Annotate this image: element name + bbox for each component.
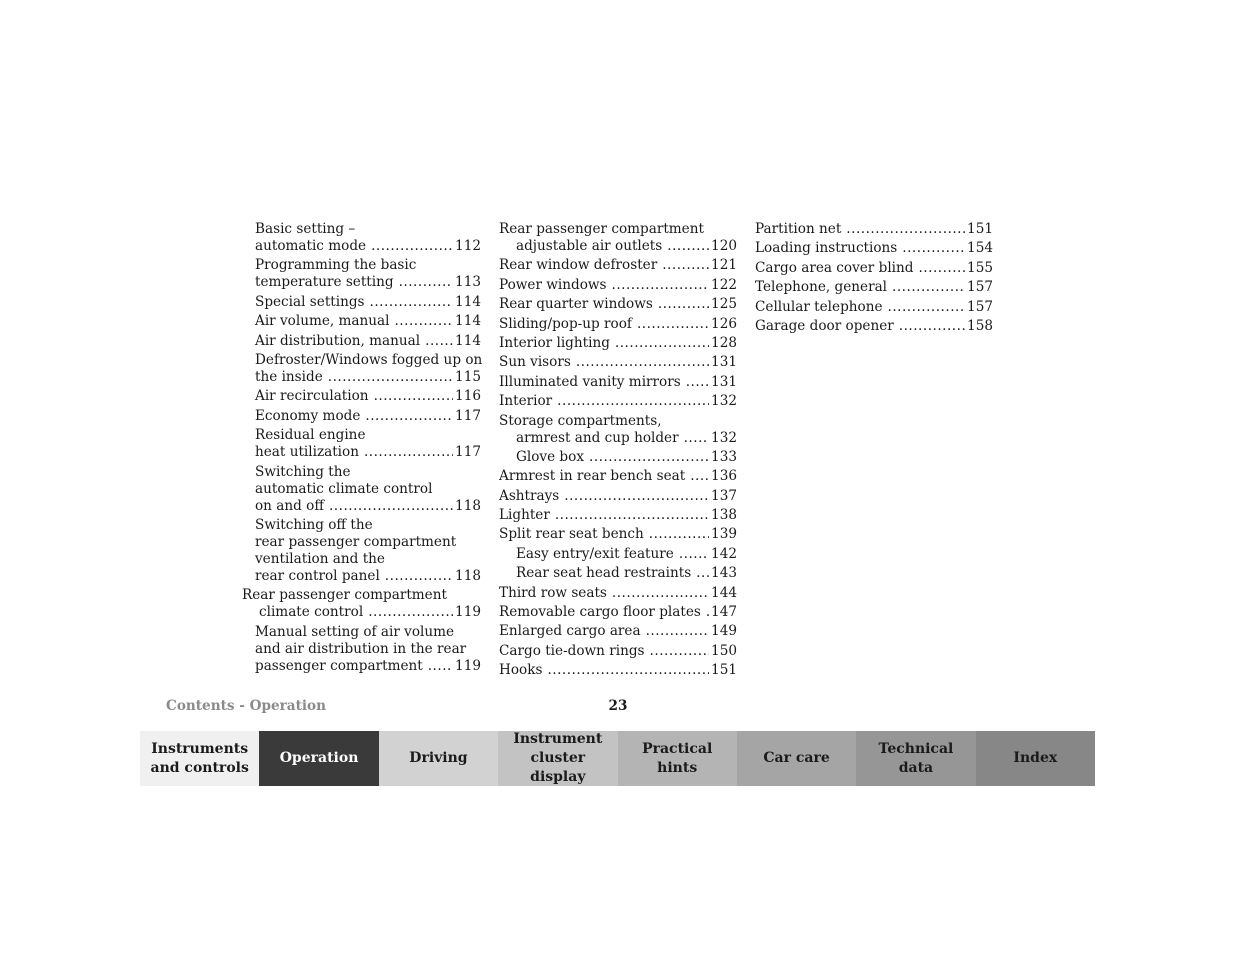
index-entry-page[interactable]: 118 [455, 497, 481, 514]
index-entry-row [499, 393, 737, 410]
index-entry-text: Air volume, manual [255, 313, 390, 330]
index-entry-page[interactable]: 116 [455, 388, 481, 405]
index-entry-row [242, 313, 481, 330]
dot-leader [662, 257, 709, 274]
index-entry-text: automatic climate control [255, 480, 433, 497]
index-entry[interactable] [499, 468, 737, 485]
index-entry[interactable] [242, 587, 481, 621]
index-entry-row [242, 498, 481, 515]
index-entry-page[interactable]: 119 [455, 657, 481, 674]
tab-label-line: and controls [150, 759, 249, 776]
dot-leader [696, 565, 709, 582]
index-entry[interactable] [499, 623, 737, 640]
tab-car-care[interactable] [737, 731, 856, 786]
dot-leader [637, 316, 709, 333]
index-entry-page[interactable]: 155 [967, 259, 993, 276]
dot-leader [370, 294, 454, 311]
tab-label [409, 749, 467, 768]
index-entry-text: Rear passenger compartment [499, 221, 704, 237]
tab-label [151, 740, 249, 778]
index-entry-page[interactable]: 112 [455, 238, 481, 254]
index-entry-row [499, 335, 737, 352]
index-entry-text: Manual setting of air volume [255, 623, 455, 640]
index-entry-row [755, 318, 993, 335]
index-entry-text: Telephone, general [755, 279, 888, 296]
dot-leader [667, 238, 709, 255]
index-entry-text: climate control [259, 604, 364, 621]
index-entry-row [242, 658, 481, 675]
index-entry-text: temperature setting [255, 274, 394, 291]
index-entry-page[interactable]: 142 [711, 545, 737, 562]
index-entry-row [499, 277, 737, 294]
index-column-3 [755, 221, 993, 337]
index-entry-page[interactable]: 122 [711, 276, 737, 293]
index-entry[interactable] [242, 388, 481, 405]
index-entry-text: Sliding/pop-up roof [499, 315, 632, 332]
index-entry-page[interactable]: 137 [711, 487, 737, 504]
index-entry-text: Armrest in rear bench seat [499, 468, 686, 485]
index-entry-row [499, 238, 737, 255]
index-entry-row [499, 449, 737, 466]
tab-driving[interactable] [379, 731, 498, 786]
index-entry-text: ventilation and the [255, 550, 385, 567]
tab-label-line: cluster display [530, 750, 586, 785]
index-entry-page[interactable]: 119 [455, 604, 481, 621]
index-entry-page[interactable]: 131 [711, 354, 737, 371]
index-entry-row [242, 274, 481, 291]
index-entry-row [499, 316, 737, 333]
index-entry-text: Interior [499, 393, 553, 410]
tab-label [622, 740, 733, 778]
index-entry[interactable] [499, 221, 737, 255]
index-entry-row [242, 568, 481, 585]
index-entry-row [499, 374, 737, 391]
index-entry[interactable] [499, 643, 737, 660]
dot-leader [646, 623, 709, 640]
index-entry-page[interactable]: 128 [711, 334, 737, 351]
tab-label [1013, 749, 1057, 768]
index-entry-row [499, 565, 737, 582]
tab-practical-hints[interactable] [618, 731, 737, 786]
index-entry[interactable] [755, 299, 993, 316]
index-entry-text: Air recirculation [255, 388, 369, 405]
index-entry[interactable] [499, 565, 737, 582]
index-entry-page[interactable]: 131 [711, 373, 737, 390]
index-entry-row [499, 468, 737, 485]
index-entry-text: on and off [255, 497, 324, 514]
index-entry-text: Special settings [255, 293, 365, 310]
dot-leader [589, 449, 709, 466]
index-column-1 [242, 221, 481, 677]
tab-label-line: Instrument [513, 731, 603, 747]
index-entry-text: Power windows [499, 276, 607, 293]
index-entry-text: Rear quarter windows [499, 296, 653, 313]
index-entry[interactable] [242, 294, 481, 311]
index-entry-page[interactable]: 143 [711, 565, 737, 582]
tab-label [280, 749, 359, 768]
index-entry[interactable] [499, 257, 737, 274]
index-entry-page[interactable]: 151 [711, 662, 737, 679]
index-entry[interactable] [499, 393, 737, 410]
dot-leader [846, 221, 965, 238]
index-entry-text: adjustable air outlets [516, 238, 663, 254]
index-entry-row [499, 257, 737, 274]
index-entry[interactable] [242, 333, 481, 350]
index-entry[interactable] [499, 277, 737, 294]
index-entry-row [499, 507, 737, 524]
index-entry-page[interactable]: 120 [711, 238, 737, 254]
index-entry-text: Economy mode [255, 407, 361, 424]
tab-label-line: Index [1013, 750, 1058, 766]
index-entry[interactable] [242, 313, 481, 330]
tab-label-line: data [898, 759, 934, 776]
index-entry-text: Partition net [755, 221, 842, 237]
index-entry[interactable] [242, 352, 481, 386]
index-entry-row [242, 369, 481, 386]
index-entry[interactable] [499, 604, 737, 621]
dot-leader [394, 313, 453, 330]
index-entry[interactable] [242, 624, 481, 675]
index-entry-page[interactable]: 158 [967, 317, 993, 334]
index-entry-text: Ashtrays [499, 487, 560, 504]
index-entry-page[interactable]: 125 [711, 296, 737, 313]
index-entry-row [242, 294, 481, 311]
dot-leader [329, 498, 453, 515]
index-entry-row [242, 604, 481, 621]
index-entry-text: Programming the basic [255, 257, 417, 274]
index-entry[interactable] [242, 257, 481, 291]
index-entry[interactable] [755, 221, 993, 238]
chapter-tabs [140, 731, 1095, 786]
dot-leader [557, 393, 709, 410]
tab-label-line: Car care [763, 750, 830, 766]
index-entry-row [499, 354, 737, 371]
index-entry-text: Garage door opener [755, 317, 894, 334]
index-entry-page[interactable]: 144 [711, 584, 737, 601]
dot-leader [425, 333, 453, 350]
dot-leader [690, 468, 709, 485]
dot-leader [650, 643, 710, 660]
index-entry-page[interactable]: 149 [711, 623, 737, 640]
tab-technical-data[interactable] [856, 731, 975, 786]
index-entry-page[interactable]: 113 [455, 274, 481, 291]
index-entry-text: Third row seats [499, 584, 607, 601]
index-entry-row [755, 221, 993, 238]
index-entry-text: Basic setting – [255, 221, 356, 237]
index-entry-text: rear passenger compartment [255, 533, 457, 550]
index-entry-text: Sun visors [499, 354, 571, 371]
index-entry[interactable] [755, 240, 993, 257]
index-entry-page[interactable]: 117 [455, 444, 481, 461]
index-entry-text: Cargo area cover blind [755, 259, 914, 276]
index-entry-page[interactable]: 132 [711, 393, 737, 410]
dot-leader [684, 430, 709, 447]
dot-leader [368, 604, 453, 621]
index-entry-text: Illuminated vanity mirrors [499, 373, 681, 390]
dot-leader [902, 240, 965, 257]
index-entry-text: Enlarged cargo area [499, 623, 641, 640]
tab-operation[interactable] [259, 731, 378, 786]
index-entry-text: passenger compartment [255, 657, 423, 674]
index-entry-text: Defroster/Windows fogged up on [255, 351, 483, 368]
dot-leader [888, 299, 966, 316]
index-entry[interactable] [499, 507, 737, 524]
index-entry-row [242, 444, 481, 461]
dot-leader [374, 388, 453, 405]
dot-leader [612, 585, 709, 602]
index-entry-text: Loading instructions [755, 240, 898, 257]
index-entry-text: Storage compartments, [499, 412, 662, 429]
index-entry-text: Rear seat head restraints [516, 565, 692, 582]
index-entry-text: Switching off the [255, 516, 373, 533]
dot-leader [649, 526, 709, 543]
index-entry-row [499, 526, 737, 543]
index-entry-row [499, 585, 737, 602]
index-entry[interactable] [499, 374, 737, 391]
index-entry-text: the inside [255, 368, 323, 385]
dot-leader [371, 238, 453, 255]
index-entry-row [242, 408, 481, 425]
section-title: Contents - Operation [166, 698, 326, 714]
tab-label [879, 740, 954, 778]
tab-label-line: Instruments [151, 740, 249, 757]
dot-leader [679, 546, 709, 563]
index-entry-page[interactable]: 147 [711, 604, 737, 621]
index-entry-row [499, 296, 737, 313]
index-entry-text: Residual engine [255, 427, 366, 444]
index-entry[interactable] [242, 517, 481, 585]
index-entry-text: rear control panel [255, 567, 380, 584]
index-entry-page[interactable]: 118 [455, 567, 481, 584]
dot-leader [899, 318, 965, 335]
dot-leader [658, 296, 709, 313]
index-entry-page[interactable]: 133 [711, 448, 737, 465]
dot-leader [428, 658, 453, 675]
index-entry[interactable] [755, 318, 993, 335]
index-entry-row [499, 643, 737, 660]
index-entry[interactable] [499, 354, 737, 371]
index-entry-row [499, 604, 737, 621]
index-entry-page[interactable]: 114 [455, 332, 481, 349]
index-entry-row [499, 546, 737, 563]
index-entry-page[interactable]: 114 [455, 293, 481, 310]
index-entry[interactable] [499, 449, 737, 466]
dot-leader [328, 369, 453, 386]
index-entry-text: heat utilization [255, 444, 359, 461]
index-entry-page[interactable]: 132 [711, 429, 737, 446]
dot-leader [615, 335, 709, 352]
index-entry-page[interactable]: 138 [711, 507, 737, 524]
index-entry[interactable] [499, 585, 737, 602]
index-entry[interactable] [499, 488, 737, 505]
tab-label-line: Operation [279, 750, 359, 766]
index-entry-text: and air distribution in the rear [255, 640, 467, 657]
index-column-2 [499, 221, 737, 682]
index-entry-text: Glove box [516, 448, 584, 465]
index-entry-row [755, 260, 993, 277]
index-entry-page[interactable]: 157 [967, 279, 993, 296]
tab-instrument-cluster-display[interactable] [498, 731, 617, 786]
index-entry-row [755, 279, 993, 296]
index-entry-text: Easy entry/exit feature [516, 545, 674, 562]
page-number: 23 [608, 698, 628, 714]
index-entry-row [242, 238, 481, 255]
index-entry-row [499, 430, 737, 447]
index-entry-text: Cargo tie-down rings [499, 642, 645, 659]
index-entry[interactable] [499, 335, 737, 352]
index-entry-page[interactable]: 154 [967, 240, 993, 257]
index-entry-page[interactable]: 136 [711, 468, 737, 485]
index-entry-page[interactable]: 150 [711, 642, 737, 659]
index-entry[interactable] [499, 316, 737, 333]
tab-index[interactable] [976, 731, 1095, 786]
index-entry-text: Cellular telephone [755, 298, 883, 315]
index-entry-row [242, 333, 481, 350]
index-entry-page[interactable]: 121 [711, 257, 737, 274]
tab-label-line: Driving [409, 750, 468, 766]
dot-leader [686, 374, 709, 391]
index-entry-page[interactable]: 139 [711, 526, 737, 543]
index-entry-text: Split rear seat bench [499, 526, 644, 543]
index-entry-page[interactable]: 126 [711, 315, 737, 332]
index-entry[interactable] [499, 546, 737, 563]
index-entry[interactable] [499, 413, 737, 447]
index-entry-row [755, 299, 993, 316]
index-entry[interactable] [242, 408, 481, 425]
dot-leader [576, 354, 709, 371]
index-entry-text: Rear passenger compartment [242, 587, 447, 604]
index-entry[interactable] [755, 260, 993, 277]
index-entry-page[interactable]: 157 [967, 298, 993, 315]
index-entry-row [242, 388, 481, 405]
index-entry-text: automatic mode [255, 238, 367, 254]
dot-leader [385, 568, 453, 585]
tab-label [763, 749, 829, 768]
dot-leader [364, 444, 453, 461]
dot-leader [706, 604, 709, 621]
index-entry-page[interactable]: 117 [455, 407, 481, 424]
index-entry[interactable] [499, 296, 737, 313]
dot-leader [547, 662, 709, 679]
tab-label-line: Practical hints [642, 740, 713, 776]
tab-label [502, 730, 613, 787]
index-entry-row [499, 488, 737, 505]
index-entry-text: Air distribution, manual [255, 332, 421, 349]
index-entry-page[interactable]: 115 [455, 368, 481, 385]
index-entry-text: Hooks [499, 662, 543, 679]
index-entry-row [499, 662, 737, 679]
dot-leader [399, 274, 453, 291]
index-entry[interactable] [499, 526, 737, 543]
index-entry-row [499, 623, 737, 640]
dot-leader [564, 488, 709, 505]
index-entry[interactable] [499, 662, 737, 679]
index-entry[interactable] [755, 279, 993, 296]
index-entry-page[interactable]: 151 [967, 221, 993, 237]
dot-leader [892, 279, 965, 296]
index-entry-text: Interior lighting [499, 334, 610, 351]
index-entry-row [755, 240, 993, 257]
dot-leader [555, 507, 709, 524]
index-entry[interactable] [242, 427, 481, 461]
index-entry-text: Removable cargo floor plates [499, 604, 701, 621]
tab-label-line: Technical [878, 740, 954, 757]
tab-instruments-and-controls[interactable] [140, 731, 259, 786]
index-entry-text: armrest and cup holder [516, 429, 679, 446]
index-entry[interactable] [242, 464, 481, 515]
index-entry-text: Switching the [255, 463, 351, 480]
dot-leader [918, 260, 965, 277]
index-entry[interactable] [242, 221, 481, 255]
dot-leader [612, 277, 710, 294]
index-entry-text: Lighter [499, 507, 550, 524]
index-entry-text: Rear window defroster [499, 257, 658, 274]
index-entry-page[interactable]: 114 [455, 313, 481, 330]
dot-leader [365, 408, 453, 425]
